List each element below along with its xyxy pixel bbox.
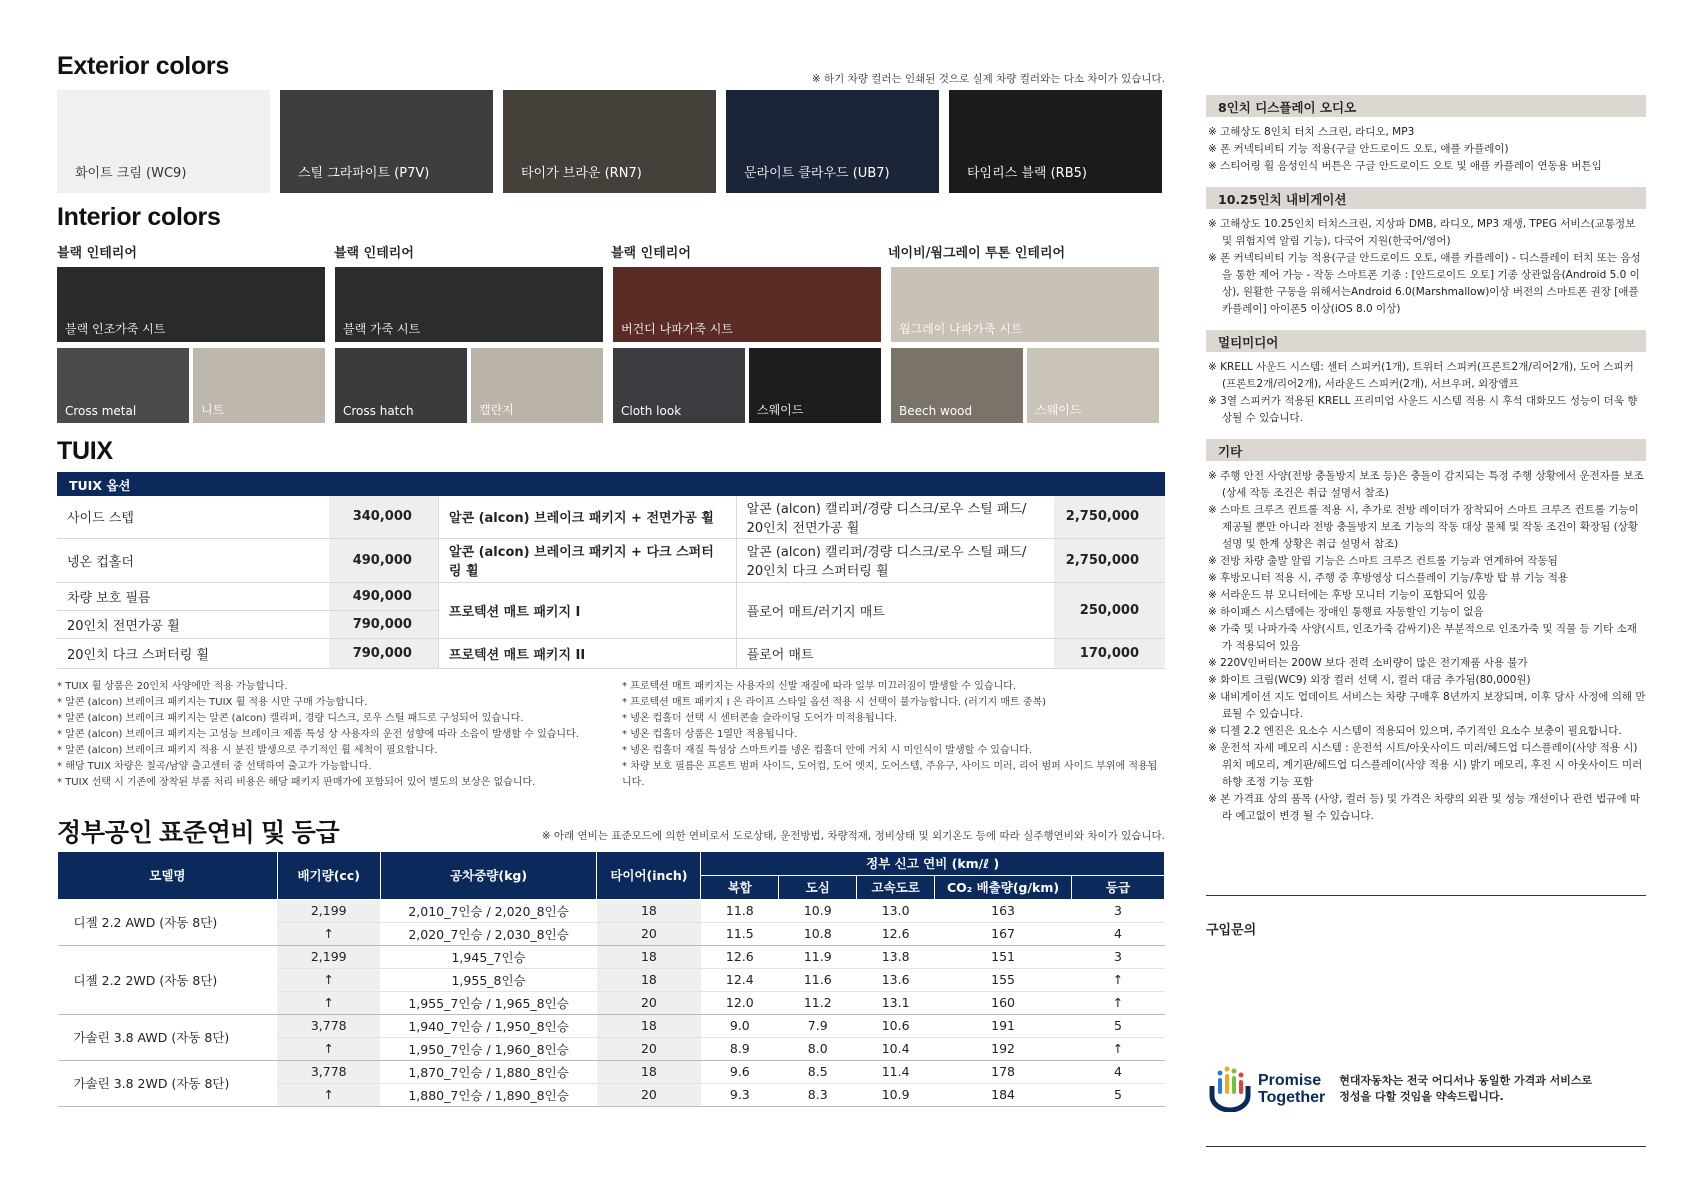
- trim-swatches: [891, 348, 1159, 423]
- fuel-model-name: 디젤 2.2 AWD (자동 8단): [58, 899, 278, 945]
- spec-note: ※ 후방모니터 적용 시, 주행 중 후방영상 디스플레이 기능/후방 탑 뷰 기능 적용: [1208, 570, 1646, 587]
- tuix-row: [57, 538, 1165, 582]
- fuel-grade-cell: ↑: [1072, 1037, 1165, 1060]
- trim-label: Cross metal: [65, 404, 137, 418]
- trim-swatches: [613, 348, 881, 423]
- spec-section-title: 10.25인치 내비게이션: [1206, 187, 1646, 209]
- tuix-note: * 넹온 컵홀더 선택 시 센터콘솔 슬라이딩 도어가 미적용됩니다.: [622, 711, 1165, 727]
- fuel-weight-cell: 2,010_7인승 / 2,020_8인승: [380, 899, 597, 922]
- fuel-cc-cell: 3,778: [277, 1060, 380, 1083]
- interior-package-name: 블랙 인테리어: [57, 246, 137, 261]
- tuix-package-price: 2,750,000: [1054, 496, 1165, 538]
- fuel-combined-cell: 12.4: [701, 968, 779, 991]
- trim-swatch: [193, 348, 325, 423]
- tuix-item-price: 790,000: [329, 638, 438, 668]
- trim-swatches: [57, 348, 325, 423]
- interior-package-name: 블랙 인테리어: [611, 246, 691, 261]
- fuel-row: [58, 1014, 1165, 1037]
- fuel-note: ※ 아래 연비는 표준모드에 의한 연비로서 도로상태, 운전방법, 차량적재, 정비상태 및 외기온도 등에 따라 실주행연비와 차이가 있습니다.: [541, 829, 1165, 842]
- trim-label: Cloth look: [621, 404, 682, 418]
- interior-package: [891, 267, 1159, 423]
- fuel-tire-cell: 20: [597, 991, 701, 1014]
- fuel-row: [58, 899, 1165, 922]
- spec-section-list: [1206, 117, 1646, 175]
- fuel-tire-cell: 20: [597, 922, 701, 945]
- trim-label: 캘란지: [479, 403, 514, 417]
- fuel-city-cell: 10.9: [779, 899, 857, 922]
- fuel-header-city: 도심: [779, 875, 857, 899]
- trim-label: 스웨이드: [757, 403, 804, 417]
- fuel-cc-cell: 2,199: [277, 899, 380, 922]
- spec-note: ※ 스마트 크루즈 컨트롤 적용 시, 추가로 전방 레이더가 장착되어 스마트 크루즈 컨트롤 기능이 제공될 뿐만 아니라 전방 충돌방지 보조 기능의 작동 대상 물체 및 작동 조건이 확장됨 (상황 설명 및 한계 상황은 취급 설명서 참조): [1208, 502, 1646, 553]
- fuel-cc-cell: 3,778: [277, 1014, 380, 1037]
- interior-package-name: 블랙 인테리어: [334, 246, 414, 261]
- seat-swatch: [57, 267, 325, 342]
- fuel-weight-cell: 2,020_7인승 / 2,030_8인승: [380, 922, 597, 945]
- promise-together-text: [1258, 1072, 1325, 1106]
- fuel-header-group: 정부 신고 연비 (km/ℓ ): [701, 851, 1165, 875]
- fuel-combined-cell: 12.0: [701, 991, 779, 1014]
- tuix-package-name: 프로텍션 매트 패키지 I: [438, 582, 736, 638]
- trim-swatch: [891, 348, 1023, 423]
- fuel-table: [57, 851, 1165, 1107]
- promise-message: [1339, 1073, 1592, 1105]
- spec-note: ※ 화이트 크림(WC9) 외장 컬러 선택 시, 컬러 대금 추가됨(80,000원): [1208, 672, 1646, 689]
- tuix-row: [57, 496, 1165, 538]
- tuix-note: * 알콘 (alcon) 브레이크 패키지 적용 시 분진 발생으로 주기적인 휠 세척이 필요합니다.: [57, 743, 622, 759]
- fuel-weight-cell: 1,955_7인승 / 1,965_8인승: [380, 991, 597, 1014]
- fuel-model-name: 가솔린 3.8 2WD (자동 8단): [58, 1060, 278, 1106]
- spec-note: ※ 본 가격표 상의 품목 (사양, 컬러 등) 및 가격은 차량의 외관 및 성능 개선이나 관련 법규에 따라 예고없이 변경 될 수 있습니다.: [1208, 791, 1646, 825]
- fuel-highway-cell: 12.6: [857, 922, 935, 945]
- spec-section-list: [1206, 209, 1646, 318]
- fuel-header-model: 모델명: [58, 851, 278, 899]
- fuel-weight-cell: 1,955_8인승: [380, 968, 597, 991]
- spec-note: ※ 고해상도 8인치 터치 스크린, 라디오, MP3: [1208, 124, 1646, 141]
- exterior-color-label: 타임리스 블랙 (RB5): [967, 166, 1087, 181]
- spec-note: ※ 주행 안전 사양(전방 충돌방지 보조 등)은 충돌이 감지되는 특정 주행 상황에서 운전자를 보조 (상세 작동 조건은 취급 설명서 참조): [1208, 468, 1646, 502]
- fuel-highway-cell: 10.4: [857, 1037, 935, 1060]
- fuel-city-cell: 10.8: [779, 922, 857, 945]
- fuel-co2-cell: 163: [935, 899, 1072, 922]
- fuel-model-name: 디젤 2.2 2WD (자동 8단): [58, 945, 278, 1014]
- fuel-highway-cell: 13.1: [857, 991, 935, 1014]
- fuel-co2-cell: 167: [935, 922, 1072, 945]
- tuix-item-name: 20인치 다크 스퍼터링 휠: [57, 638, 329, 668]
- trim-label: 니트: [201, 403, 225, 417]
- fuel-header-tire: 타이어(inch): [597, 851, 701, 899]
- fuel-tire-cell: 18: [597, 1060, 701, 1083]
- fuel-header-highway: 고속도로: [857, 875, 935, 899]
- fuel-co2-cell: 151: [935, 945, 1072, 968]
- tuix-note: * TUIX 선택 시 기존에 장착된 부품 처리 비용은 해당 패키지 판매가에 포함되어 있어 별도의 보상은 없습니다.: [57, 775, 622, 791]
- spec-note: ※ 내비게이션 지도 업데이트 서비스는 차량 구매후 8년까지 보장되며, 이후 당사 사정에 의해 만료될 수 있습니다.: [1208, 689, 1646, 723]
- seat-label: 블랙 가죽 시트: [343, 322, 421, 336]
- trim-swatch: [1027, 348, 1159, 423]
- trim-label: Cross hatch: [343, 404, 414, 418]
- fuel-header: [57, 813, 1165, 845]
- seat-label: 블랙 인조가죽 시트: [65, 322, 166, 336]
- spec-note: ※ 가죽 및 나파가죽 사양(시트, 인조가죽 감싸기)은 부분적으로 인조가죽 및 직물 등 기타 소재가 적용되어 있음: [1208, 621, 1646, 655]
- trim-swatch: [335, 348, 467, 423]
- fuel-co2-cell: 184: [935, 1083, 1072, 1106]
- tuix-note: * 프로텍션 매트 패키지는 사용자의 신발 재질에 따라 일부 미끄러짐이 발생할 수 있습니다.: [622, 679, 1165, 695]
- spec-note: ※ 폰 커넥티비티 기능 적용(구글 안드로이드 오토, 애플 카플레이): [1208, 141, 1646, 158]
- main-column: [57, 52, 1165, 1107]
- fuel-highway-cell: 10.9: [857, 1083, 935, 1106]
- fuel-co2-cell: 191: [935, 1014, 1072, 1037]
- tuix-row: [57, 638, 1165, 668]
- trim-swatches: [335, 348, 603, 423]
- tuix-note: * 넹온 컵홀더 상품은 1열만 적용됩니다.: [622, 727, 1165, 743]
- tuix-note: * 프로텍션 매트 패키지 I 은 라이프 스타일 옵션 적용 시 선택이 불가능합니다. (러기지 매트 중복): [622, 695, 1165, 711]
- interior-package: [613, 267, 881, 423]
- tuix-item-name: 사이드 스텝: [57, 496, 329, 538]
- fuel-header-co2: CO₂ 배출량(g/km): [935, 875, 1072, 899]
- fuel-cc-cell: ↑: [277, 991, 380, 1014]
- tuix-item-name: 넹온 컵홀더: [57, 538, 329, 582]
- fuel-header-combined: 복합: [701, 875, 779, 899]
- fuel-city-cell: 7.9: [779, 1014, 857, 1037]
- promise-line-2: Together: [1258, 1089, 1326, 1106]
- fuel-grade-cell: ↑: [1072, 991, 1165, 1014]
- spec-note: ※ 220V인버터는 200W 보다 전력 소비량이 많은 전기제품 사용 불가: [1208, 655, 1646, 672]
- tuix-note: * 알콘 (alcon) 브레이크 패키지는 TUIX 휠 적용 시만 구매 가능합니다.: [57, 695, 622, 711]
- fuel-city-cell: 11.9: [779, 945, 857, 968]
- fuel-grade-cell: ↑: [1072, 968, 1165, 991]
- fuel-weight-cell: 1,945_7인승: [380, 945, 597, 968]
- fuel-combined-cell: 9.0: [701, 1014, 779, 1037]
- spec-section-title: 멀티미디어: [1206, 330, 1646, 352]
- fuel-weight-cell: 1,870_7인승 / 1,880_8인승: [380, 1060, 597, 1083]
- fuel-highway-cell: 11.4: [857, 1060, 935, 1083]
- contact-box: [1206, 895, 1646, 1147]
- tuix-package-price: 250,000: [1054, 582, 1165, 638]
- fuel-header-weight: 공차중량(kg): [380, 851, 597, 899]
- fuel-tire-cell: 20: [597, 1037, 701, 1060]
- spec-section-list: [1206, 461, 1646, 825]
- fuel-grade-cell: 5: [1072, 1083, 1165, 1106]
- exterior-color-label: 타이가 브라운 (RN7): [521, 166, 642, 181]
- seat-swatch: [335, 267, 603, 342]
- tuix-row: [57, 582, 1165, 610]
- interior-title: Interior colors: [57, 203, 221, 231]
- tuix-package-detail: 플로어 매트/러기지 매트: [736, 582, 1054, 638]
- fuel-highway-cell: 13.0: [857, 899, 935, 922]
- tuix-package-price: 2,750,000: [1054, 538, 1165, 582]
- exterior-note: ※ 하기 차량 컬러는 인쇄된 것으로 실제 차량 컬러와는 다소 차이가 있습니다.: [811, 73, 1165, 85]
- trim-swatch: [749, 348, 881, 423]
- spec-note: ※ 디젤 2.2 엔진은 요소수 시스템이 적용되어 있으며, 주기적인 요소수 보충이 필요합니다.: [1208, 723, 1646, 740]
- tuix-notes-left: [57, 679, 622, 791]
- exterior-color-swatch: [949, 90, 1162, 193]
- fuel-grade-cell: 4: [1072, 922, 1165, 945]
- tuix-note: * 해당 TUIX 차량은 칠곡/남양 출고센터 중 선택하여 출고가 가능합니다.: [57, 759, 622, 775]
- interior-swatches: [57, 267, 1165, 423]
- fuel-combined-cell: 8.9: [701, 1037, 779, 1060]
- tuix-package-detail: 알콘 (alcon) 캘리퍼/경량 디스크/로우 스틸 패드/ 20인치 전면가공 휠: [736, 496, 1054, 538]
- contact-label: 구입문의: [1206, 923, 1257, 938]
- fuel-co2-cell: 178: [935, 1060, 1072, 1083]
- fuel-co2-cell: 192: [935, 1037, 1072, 1060]
- spec-note: ※ 고해상도 10.25인치 터치스크린, 지상파 DMB, 라디오, MP3 재생, TPEG 서비스(교통정보 및 위험지역 알림 기능), 다국어 지원(한국어/영어): [1208, 216, 1646, 250]
- fuel-tire-cell: 18: [597, 968, 701, 991]
- fuel-cc-cell: ↑: [277, 968, 380, 991]
- promise-together-logo: [1208, 1066, 1592, 1112]
- interior-package-names: [57, 242, 1165, 261]
- tuix-package-detail: 플로어 매트: [736, 638, 1054, 668]
- fuel-combined-cell: 9.6: [701, 1060, 779, 1083]
- spec-notes-column: [1206, 95, 1646, 825]
- spec-note: ※ 전방 차량 출발 알림 기능은 스마트 크루즈 컨트롤 기능과 연계하여 작동됨: [1208, 553, 1646, 570]
- fuel-cc-cell: 2,199: [277, 945, 380, 968]
- exterior-color-label: 스틸 그라파이트 (P7V): [298, 166, 430, 181]
- fuel-weight-cell: 1,950_7인승 / 1,960_8인승: [380, 1037, 597, 1060]
- tuix-package-detail: 알콘 (alcon) 캘리퍼/경량 디스크/로우 스틸 패드/ 20인치 다크 스퍼터링 휠: [736, 538, 1054, 582]
- fuel-city-cell: 11.2: [779, 991, 857, 1014]
- fuel-grade-cell: 4: [1072, 1060, 1165, 1083]
- spec-note: ※ 운전석 자세 메모리 시스템 : 운전석 시트/아웃사이드 미러/헤드업 디스플레이(사양 적용 시) 위치 메모리, 계기판/헤드업 디스플레이(사양 적용 시) 밝기 메모리, 후진 시 아웃사이드 미러 하향 조정 기능 포함: [1208, 740, 1646, 791]
- fuel-cc-cell: ↑: [277, 922, 380, 945]
- tuix-item-price: 790,000: [329, 610, 438, 638]
- trim-swatch: [471, 348, 603, 423]
- spec-section-title: 8인치 디스플레이 오디오: [1206, 95, 1646, 117]
- tuix-note: * 넹온 컵홀더 재질 특성상 스마트키를 넹온 컵홀더 안에 거치 시 미인식이 발생할 수 있습니다.: [622, 743, 1165, 759]
- promise-message-line-1: 현대자동차는 전국 어디서나 동일한 가격과 서비스로: [1339, 1074, 1593, 1087]
- fuel-combined-cell: 11.8: [701, 899, 779, 922]
- interior-package-name: 네이비/웜그레이 투톤 인테리어: [888, 246, 1066, 261]
- seat-label: 버건디 나파가죽 시트: [621, 322, 733, 336]
- fuel-city-cell: 8.3: [779, 1083, 857, 1106]
- fuel-model-name: 가솔린 3.8 AWD (자동 8단): [58, 1014, 278, 1060]
- exterior-color-label: 화이트 크림 (WC9): [75, 166, 187, 181]
- seat-swatch: [891, 267, 1159, 342]
- fuel-tire-cell: 18: [597, 945, 701, 968]
- fuel-tire-cell: 18: [597, 899, 701, 922]
- fuel-row: [58, 945, 1165, 968]
- fuel-grade-cell: 5: [1072, 1014, 1165, 1037]
- fuel-row: [58, 1060, 1165, 1083]
- fuel-weight-cell: 1,880_7인승 / 1,890_8인승: [380, 1083, 597, 1106]
- fuel-title: 정부공인 표준연비 및 등급: [57, 818, 340, 847]
- spec-note: ※ KRELL 사운드 시스템: 센터 스피커(1개), 트위터 스피커(프론트2개/리어2개), 도어 스피커(프론트2개/리어2개), 서라운드 스피커(2개), 서브우퍼, 외장앰프: [1208, 359, 1646, 393]
- fuel-header-cc: 배기량(cc): [277, 851, 380, 899]
- tuix-item-name: 20인치 전면가공 휠: [57, 610, 329, 638]
- fuel-city-cell: 8.0: [779, 1037, 857, 1060]
- spec-note: ※ 폰 커넥티비티 기능 적용(구글 안드로이드 오토, 애플 카플레이) - 디스플레이 터치 또는 음성을 통한 제어 가능 - 작동 스마트폰 기종 : [안드로이드 오토] 기종 상관없음(Android 5.0 이상), 원활한 구동을 위해서는Android 6.0(Marshmallow)이상 버전의 스마트폰 권장 [애플 카플레이] 아이폰5 이상(iOS 8.0 이상): [1208, 250, 1646, 318]
- fuel-highway-cell: 10.6: [857, 1014, 935, 1037]
- exterior-color-swatch: [57, 90, 270, 193]
- exterior-color-label: 문라이트 클라우드 (UB7): [744, 166, 890, 181]
- fuel-combined-cell: 11.5: [701, 922, 779, 945]
- spec-note: ※ 하이패스 시스템에는 장애인 통행료 자동할인 기능이 없음: [1208, 604, 1646, 621]
- fuel-highway-cell: 13.8: [857, 945, 935, 968]
- interior-package: [57, 267, 325, 423]
- interior-package: [335, 267, 603, 423]
- fuel-cc-cell: ↑: [277, 1083, 380, 1106]
- trim-label: 스웨이드: [1035, 403, 1082, 417]
- fuel-city-cell: 8.5: [779, 1060, 857, 1083]
- fuel-grade-cell: 3: [1072, 945, 1165, 968]
- tuix-item-price: 340,000: [329, 496, 438, 538]
- fuel-combined-cell: 12.6: [701, 945, 779, 968]
- fuel-city-cell: 11.6: [779, 968, 857, 991]
- trim-swatch: [57, 348, 189, 423]
- fuel-header-grade: 등급: [1072, 875, 1165, 899]
- seat-label: 웜그레이 나파가죽 시트: [899, 322, 1023, 336]
- fuel-co2-cell: 155: [935, 968, 1072, 991]
- fuel-highway-cell: 13.6: [857, 968, 935, 991]
- promise-message-line-2: 정성을 다할 것임을 약속드립니다.: [1339, 1090, 1504, 1103]
- tuix-footnotes: [57, 679, 1165, 791]
- tuix-note: * 차량 보호 필름은 프론트 범퍼 사이드, 도어컵, 도어 엣지, 도어스텝, 주유구, 사이드 미러, 리어 범퍼 사이드 부위에 적용됩니다.: [622, 759, 1165, 791]
- fuel-grade-cell: 3: [1072, 899, 1165, 922]
- spec-note: ※ 3열 스피커가 적용된 KRELL 프리미엄 사운드 시스템 적용 시 후석 대화모드 성능이 더욱 향상될 수 있습니다.: [1208, 393, 1646, 427]
- tuix-notes-right: [622, 679, 1165, 791]
- tuix-package-price: 170,000: [1054, 638, 1165, 668]
- tuix-item-price: 490,000: [329, 582, 438, 610]
- spec-section-title: 기타: [1206, 439, 1646, 461]
- exterior-color-swatch: [280, 90, 493, 193]
- exterior-swatches: [57, 90, 1165, 193]
- tuix-bar: TUIX 옵션: [57, 472, 1165, 496]
- seat-swatch: [613, 267, 881, 342]
- fuel-cc-cell: ↑: [277, 1037, 380, 1060]
- tuix-table: [57, 496, 1165, 669]
- tuix-note: * 알콘 (alcon) 브레이크 패키지는 알콘 (alcon) 캘리퍼, 경량 디스크, 로우 스틸 패드로 구성되어 있습니다.: [57, 711, 622, 727]
- tuix-package-name: 프로텍션 매트 패키지 II: [438, 638, 736, 668]
- tuix-item-name: 차량 보호 필름: [57, 582, 329, 610]
- trim-swatch: [613, 348, 745, 423]
- fuel-tire-cell: 18: [597, 1014, 701, 1037]
- fuel-tire-cell: 20: [597, 1083, 701, 1106]
- exterior-color-swatch: [726, 90, 939, 193]
- exterior-color-swatch: [503, 90, 716, 193]
- tuix-title: TUIX: [57, 437, 113, 465]
- tuix-package-name: 알콘 (alcon) 브레이크 패키지 + 전면가공 휠: [438, 496, 736, 538]
- promise-together-icon: [1208, 1066, 1252, 1112]
- exterior-header: [57, 52, 1165, 85]
- tuix-note: * TUIX 휠 상품은 20인치 사양에만 적용 가능합니다.: [57, 679, 622, 695]
- tuix-package-name: 알콘 (alcon) 브레이크 패키지 + 다크 스퍼터링 휠: [438, 538, 736, 582]
- spec-note: ※ 서라운드 뷰 모니터에는 후방 모니터 기능이 포함되어 있음: [1208, 587, 1646, 604]
- spec-section-list: [1206, 352, 1646, 427]
- spec-note: ※ 스티어링 휠 음성인식 버튼은 구글 안드로이드 오토 및 애플 카플레이 연동용 버튼임: [1208, 158, 1646, 175]
- tuix-note: * 알콘 (alcon) 브레이크 패키지는 고성능 브레이크 제품 특성 상 사용자의 운전 성향에 따라 소음이 발생할 수 있습니다.: [57, 727, 622, 743]
- tuix-item-price: 490,000: [329, 538, 438, 582]
- fuel-co2-cell: 160: [935, 991, 1072, 1014]
- exterior-title: Exterior colors: [57, 52, 229, 80]
- trim-label: Beech wood: [899, 404, 973, 418]
- promise-line-1: Promise: [1258, 1072, 1322, 1089]
- fuel-combined-cell: 9.3: [701, 1083, 779, 1106]
- fuel-weight-cell: 1,940_7인승 / 1,950_8인승: [380, 1014, 597, 1037]
